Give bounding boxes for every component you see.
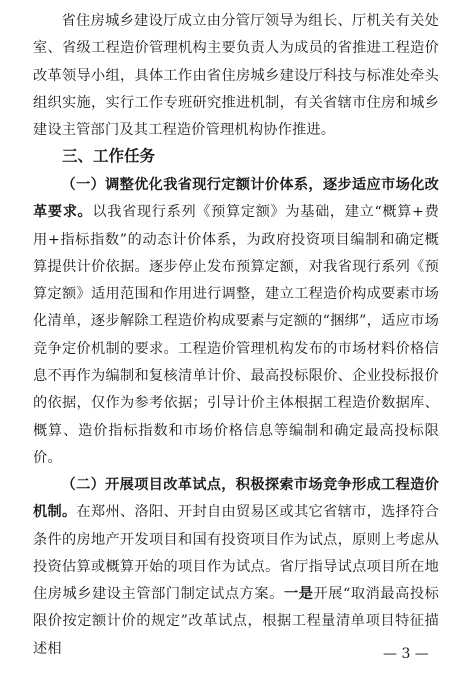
paragraph-task-2: [33, 472, 439, 663]
task-2-body-1: 在郑州、洛阳、开封自由贸易区或其它省辖市，选择符合条件的房地产开发项目和国有投资项目作为试点，原则上考虑从投资估算或概算开始的项目作为试点。省厅指导试点项目所在地住房城乡建设主管部门制定试点方案。: [33, 504, 439, 603]
task-2-body-2: 开展“取消最高投标限价按定额计价的规定”改革试点，根据工程量清单项目特征描述相: [33, 586, 440, 657]
task-1-lead: （一）调整优化我省现行定额计价体系，逐步适应市场化改革要求。: [33, 177, 439, 221]
page-number: — 3 —: [383, 646, 429, 662]
paragraph-task-1: [33, 172, 439, 472]
task-2-lead: （二）开展项目改革试点，积极探索市场竞争形成工程造价机制。: [33, 477, 439, 521]
task-1-body: 以我省现行系列《预算定额》为基础，建立“概算+费用+指标指数”的动态计价体系，为政府投资项目编制和确定概算提供计价依据。逐步停止发布预算定额，对我省现行系列《预算定额》适用范围和作用进行调整，建立工程造价构成要素市场化清单，逐步解除工程造价构成要素与定额的“捆绑”，适应市场竞争定价机制的要求。工程造价管理机构发布的市场材料价格信息不再作为编制和复核清单计价、最高投标限价、企业投标报价的依据，仅作为参考依据；引导计价主体根据工程造价数据库、概算、造价指标指数和市场价格信息等编制和确定最高投标限价。: [33, 204, 439, 466]
section-heading: 三、工作任务: [62, 147, 156, 165]
paragraph-1-text: 省住房城乡建设厅成立由分管厅领导为组长、厅机关有关处室、省级工程造价管理机构主要负责人为成员的省推进工程造价改革领导小组，具体工作由省住房城乡建设厅科技与标准处牵头组织实施，实行工作专班研究推进机制，有关省辖市住房和城乡建设主管部门及其工程造价管理机构协作推进。: [33, 13, 439, 139]
paragraph-leadership-group: [33, 8, 439, 144]
task-2-item-marker: 一是: [283, 586, 314, 603]
